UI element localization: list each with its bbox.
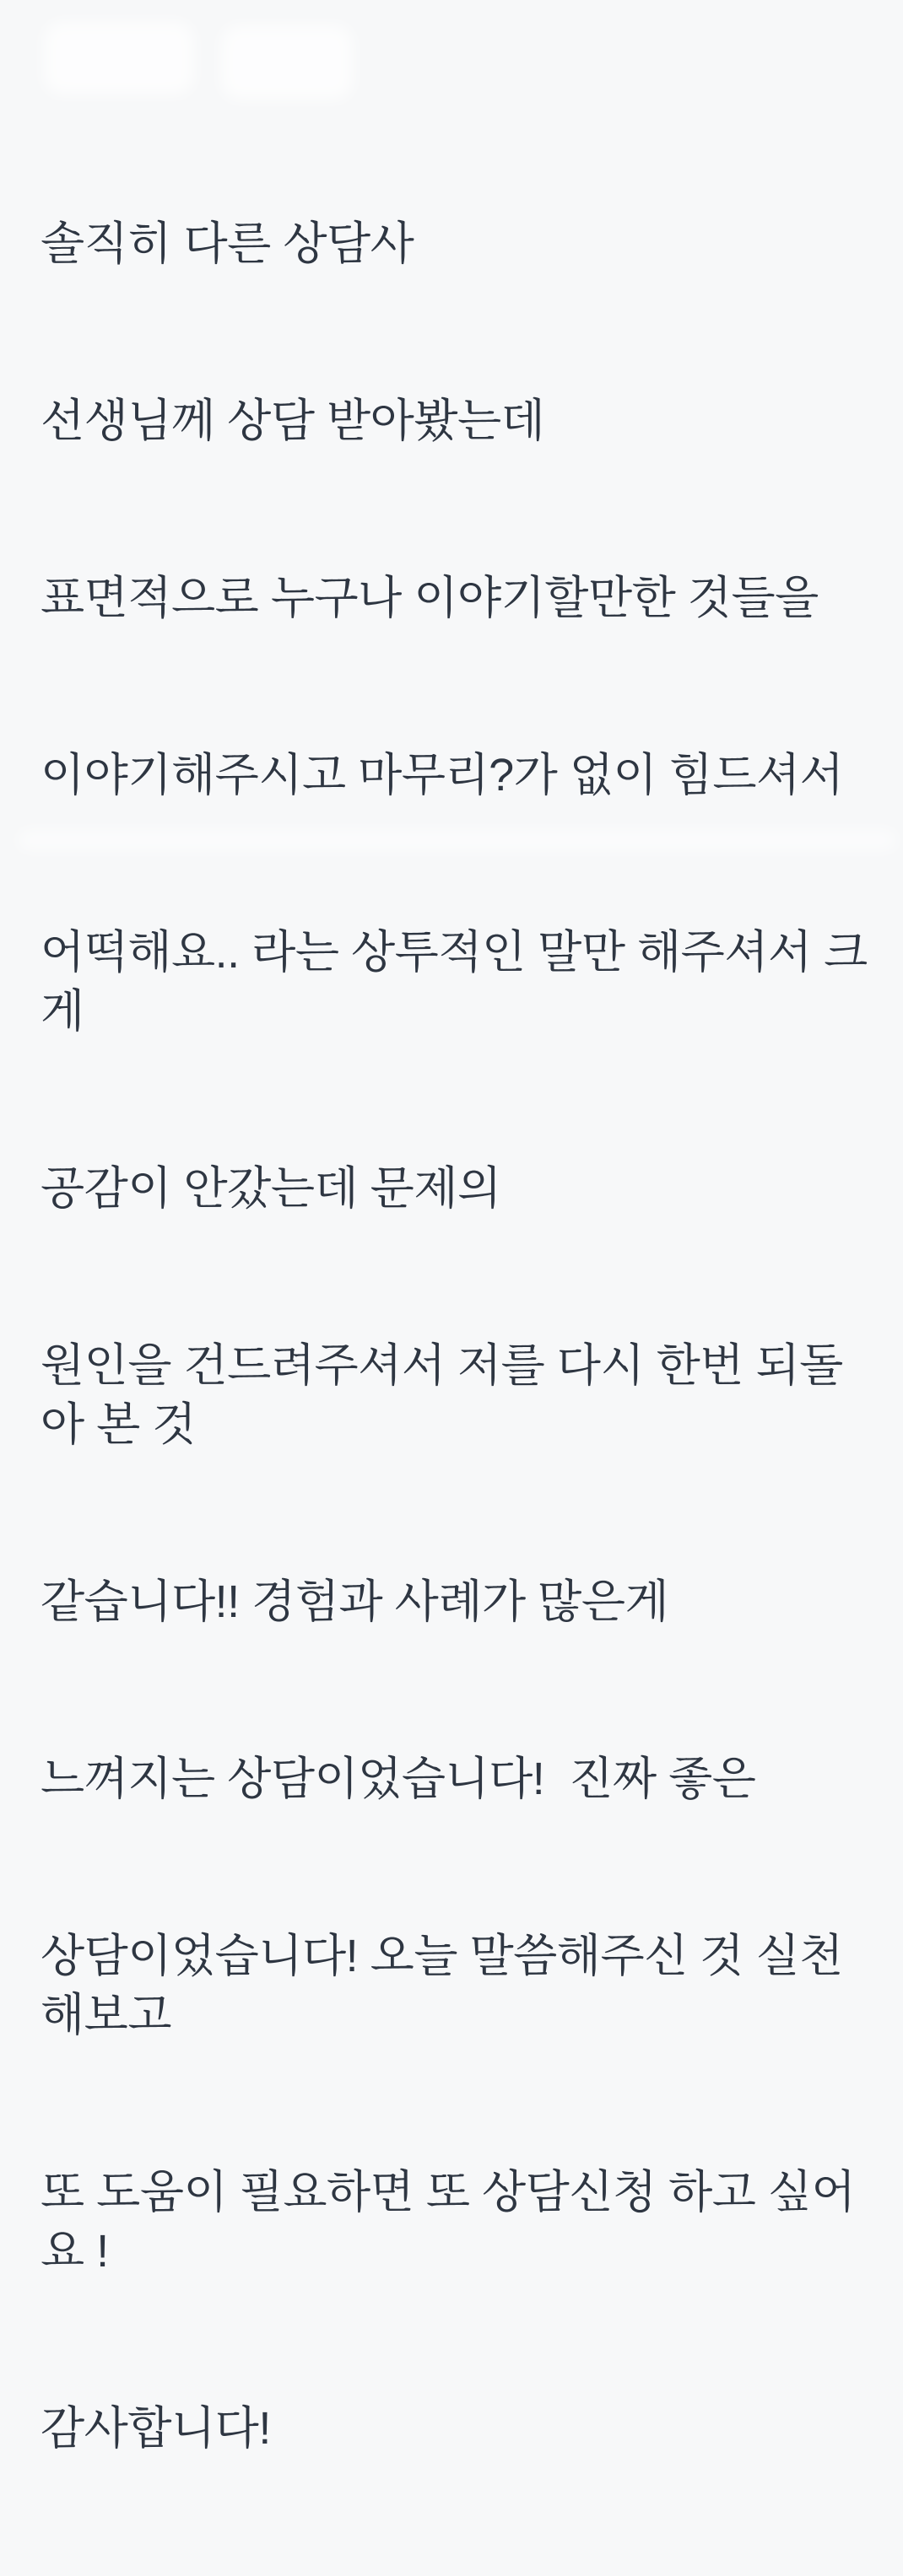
review-line: 감사합니다! — [41, 2403, 271, 2454]
review-line: 상담이었습니다! 오늘 말씀해주신 것 실천해보고 — [41, 1931, 843, 2040]
review-line: 선생님께 상담 받아봤는데 — [41, 396, 545, 446]
review-line: 이야기해주시고 마무리?가 없이 힘드셔서 — [41, 750, 844, 800]
review-line: 어떡해요.. 라는 상투적인 말만 해주셔서 크게 — [41, 927, 868, 1037]
review-line: 같습니다!! 경험과 사례가 많은게 — [41, 1576, 669, 1627]
review-text-block — [41, 96, 876, 2576]
review-line: 원인을 건드려주셔서 저를 다시 한번 되돌아 본 것 — [41, 1340, 843, 1450]
erased-area-top-center — [221, 25, 353, 100]
review-line: 또 도움이 필요하면 또 상담신청 하고 싶어요 ! — [41, 2167, 856, 2277]
review-line: 공감이 안갔는데 문제의 — [41, 1163, 501, 1214]
erased-area-top-left — [44, 22, 194, 94]
review-line: 느껴지는 상담이었습니다! 진짜 좋은 — [41, 1754, 756, 1804]
review-line: 솔직히 다른 상담사 — [41, 218, 414, 269]
review-line: 표면적으로 누구나 이야기할만한 것들을 — [41, 573, 819, 623]
